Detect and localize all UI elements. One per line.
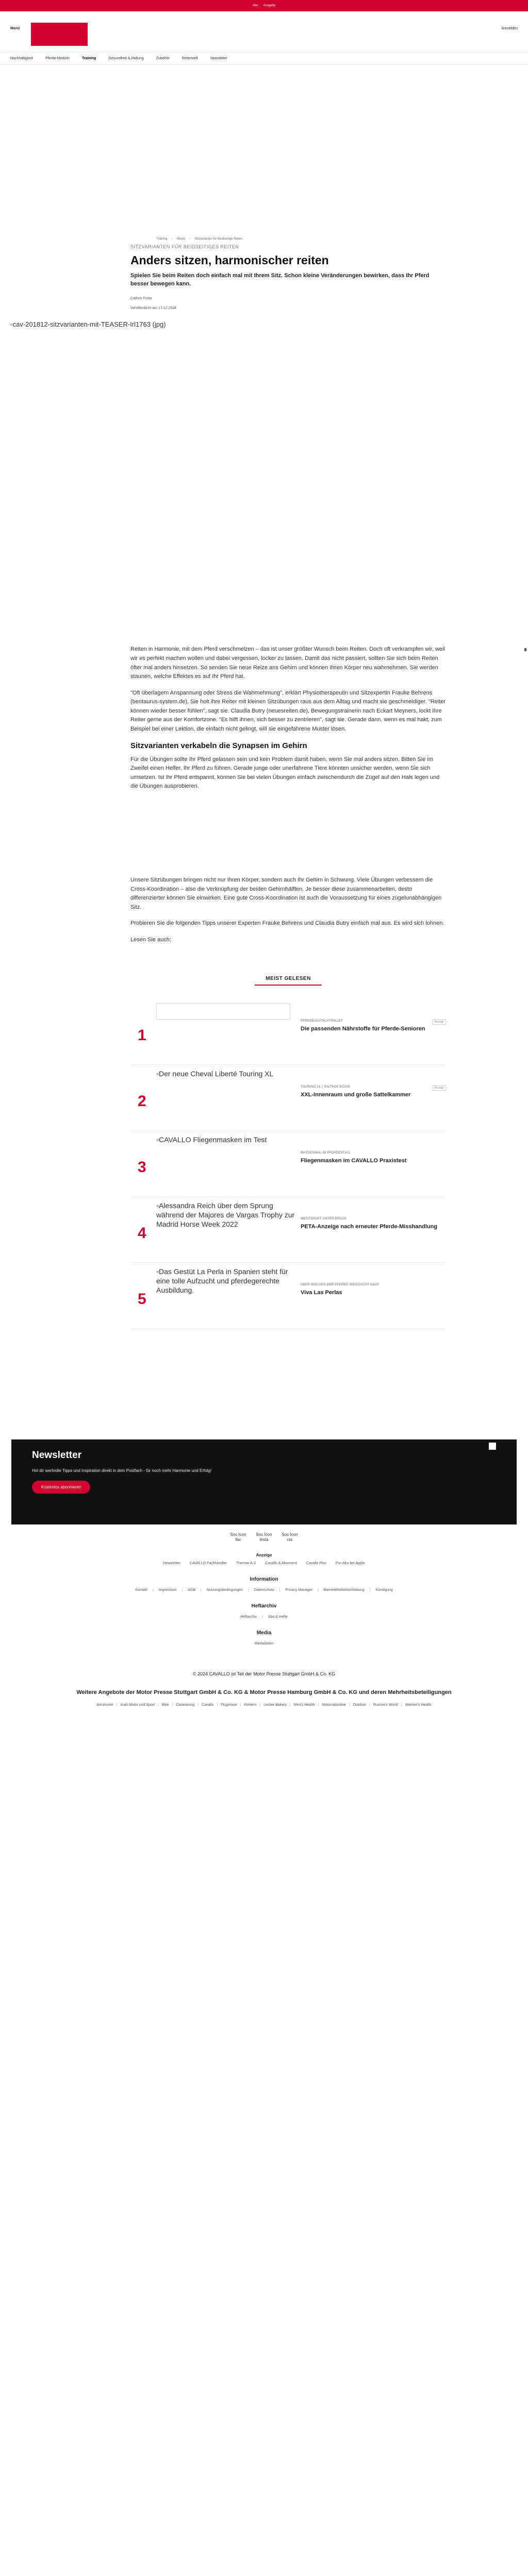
- brand-link[interactable]: Cavallo: [202, 1703, 214, 1707]
- article-date: Veröffentlicht am 17.12.2024: [130, 307, 176, 311]
- most-read-underline: [255, 985, 322, 986]
- footer-link[interactable]: Heftarchiv: [240, 1615, 257, 1619]
- footer-links: [0, 1642, 528, 1646]
- teaser-image[interactable]: [156, 1201, 295, 1252]
- close-icon[interactable]: [489, 1443, 496, 1450]
- article-header: [130, 235, 446, 310]
- facebook-icon[interactable]: Soc Icon fac: [230, 1532, 246, 1542]
- list-item[interactable]: [130, 1197, 446, 1263]
- article-paragraph: Unsere Sitzübungen bringen nicht nur Ihren Körper, sondern auch Ihr Gehirn in Schwung. Viele Übungen verbessern die Cross-Koordination – also die Verknüpfung der beiden Gehirnhälften. Je besser diese zusammenarbeiten, desto differenzierter können Sie einwirken. Eine gute Cross-Koordination ist auch die Voraussetzung für eines zügelunabhängigen Sitz.: [130, 877, 442, 910]
- brand-link[interactable]: Men's Health: [293, 1703, 315, 1707]
- read-also-label: Lesen Sie auch:: [130, 937, 171, 943]
- footer-links: [0, 1615, 528, 1619]
- separator: |: [217, 1703, 218, 1707]
- teaser-kicker: ÜBER WOCHEN DER PFERDE WEIDZUCHT-KAUF: [301, 1283, 380, 1286]
- menu-button[interactable]: Menü: [10, 27, 20, 30]
- brand-link[interactable]: Motorradonline: [322, 1703, 346, 1707]
- brand-link[interactable]: Klettern: [244, 1703, 257, 1707]
- separator: |: [152, 1588, 154, 1592]
- teaser-title[interactable]: XXL-Innenraum und große Sattelkammer: [301, 1091, 411, 1098]
- brand-link[interactable]: Runner's World: [373, 1703, 398, 1707]
- separator: |: [201, 1588, 202, 1592]
- separator: |: [279, 1588, 280, 1592]
- article-lead: Spielen Sie beim Reiten doch einfach mal mit Ihrem Sitz. Schon kleine Veränderungen bewirken, dass Ihr Pferd besser bewegen kann.: [130, 273, 430, 287]
- topbar-link-abo[interactable]: Abo: [252, 4, 258, 7]
- nav-item-reiterwelt[interactable]: Reiterwelt: [182, 57, 198, 60]
- article-subheading: Sitzvarianten verkabeln die Synapsen im Gehirn: [130, 741, 307, 750]
- separator: |: [172, 1703, 173, 1707]
- most-read-heading: [130, 976, 446, 986]
- list-item[interactable]: [130, 1065, 446, 1131]
- newsletter-subscribe-button[interactable]: Kostenlos abonnieren: [32, 1481, 90, 1494]
- footer-heading: Media: [256, 1630, 272, 1636]
- article-paragraph: "Oft überlagern Anspannung oder Stress die Wahrnehmung", erklärt Physiotherapeutin und Sitzexpertin Frauke Behrens (bentaurus-system.de). Sie holt ihre Reiter mit kleinen Sitzübungen raus aus dem Alltag und macht sie geschmeidiger. "Reiter können wieder besser fühlen", sagt sie. Claudia Butry (neuesreiten.de), Bewegungstrainerin nach Eckart Meyners, lockt ihre Reiter gerne aus der Komfortzone. "Es hilft ihnen, sich besser zu zentrieren", sagt sie. Gerade dann, wenn es mal hakt, zum Beispiel bei einer Lektion, die einfach nicht gelingt, will sie eingefahrene Muster lösen.: [130, 689, 446, 733]
- article-body: [130, 645, 446, 1328]
- separator: |: [240, 1703, 241, 1707]
- teaser-info: [301, 1217, 450, 1230]
- teaser-info: [301, 1086, 450, 1098]
- further-offers-links: [0, 1702, 528, 1708]
- list-item[interactable]: [130, 1131, 446, 1197]
- separator: |: [401, 1703, 402, 1707]
- ad-space: [0, 65, 528, 235]
- newsletter-text: Hol dir wertvolle Tipps und Inspiration direkt in dein Postfach - für noch mehr Harmonie und Erfolg!: [32, 1468, 212, 1473]
- rank-number: 1: [138, 1026, 146, 1044]
- footer-link[interactable]: Cavallo Plus: [306, 1561, 326, 1565]
- site-logo[interactable]: [31, 23, 88, 46]
- nav-item-newsletter[interactable]: Newsletter: [210, 57, 228, 60]
- footer-media: [0, 1630, 528, 1646]
- footer-heading: Heftarchiv: [251, 1603, 277, 1609]
- ad-badge: Anzeige: [433, 1086, 446, 1091]
- footer-link[interactable]: Datenschutz: [254, 1588, 274, 1592]
- list-item[interactable]: [130, 999, 446, 1065]
- hero-image: [10, 320, 521, 645]
- broken-image-icon: ▫: [156, 1267, 159, 1276]
- separator: |: [259, 1703, 261, 1707]
- nav-item-training[interactable]: Training: [82, 57, 96, 60]
- footer-link[interactable]: Privacy Manager: [285, 1588, 313, 1592]
- teaser-kicker: TOURING XL | SALTACK ROOM: [301, 1085, 350, 1089]
- footer-link[interactable]: Kündigung: [375, 1588, 393, 1592]
- brand-link[interactable]: Women's Health: [405, 1703, 432, 1707]
- brand-link[interactable]: Auto Motor und Sport: [120, 1703, 155, 1707]
- teaser-image[interactable]: [156, 1267, 295, 1318]
- broken-image-icon: ▫: [156, 1201, 159, 1210]
- teaser-image[interactable]: [156, 1069, 295, 1121]
- separator: |: [197, 1703, 199, 1707]
- breadcrumb-separator: ›: [171, 238, 173, 241]
- footer-link[interactable]: Impressum: [158, 1588, 177, 1592]
- footer-links: [0, 1588, 528, 1592]
- most-read-heading-text: MEIST GELESEN: [266, 975, 311, 981]
- footer-link[interactable]: CAVALLO Fachhändler: [189, 1561, 227, 1565]
- footer-link[interactable]: Nutzungsbedingungen: [206, 1588, 243, 1592]
- login-link[interactable]: Anmelden: [501, 27, 518, 30]
- separator: |: [318, 1588, 319, 1592]
- topbar-link-ausgabe[interactable]: Ausgabe: [263, 4, 276, 7]
- separator: |: [289, 1703, 291, 1707]
- further-offers-heading: Weitere Angebote der Motor Presse Stuttgart GmbH & Co. KG & Motor Presse Hamburg GmbH & Co. KG und deren Mehrheitsbeteiligungen: [76, 1689, 452, 1696]
- article-kicker: SITZVARIANTEN FÜR BEIDSEITIGES REITEN: [130, 244, 239, 249]
- separator: |: [349, 1703, 350, 1707]
- brand-link[interactable]: Outdoor: [353, 1703, 366, 1707]
- teaser-info: [301, 1151, 450, 1164]
- breadcrumb: [130, 235, 446, 243]
- copyright: © 2024 CAVALLO ist Teil der Motor Presse Stuttgart GmbH & Co. KG: [192, 1671, 336, 1676]
- footer-link[interactable]: Themen A-Z: [236, 1561, 256, 1565]
- article-paragraph: Reiten in Harmonie, mit dem Pferd verschmelzen – das ist unser größter Wunsch beim Reiten. Doch oft verkrampfen wir, weil wir es perfekt machen wollen und dabei vergessen, locker zu lassen. Damit das nicht passiert, sollten Sie sich beim Reiten öfter mal anders hinsetzen. So senden Sie neue Reize ans Gehirn und können Ihren Körper neu wahrnehmen. Sie werden staunen, welche Effektes es auf Ihr Pferd hat.: [130, 646, 445, 680]
- teaser-title[interactable]: Die passenden Nährstoffe für Pferde-Senioren: [301, 1025, 425, 1032]
- separator: |: [261, 1615, 263, 1619]
- teaser-image-alt: Das Gestüt La Perla in Spanien steht für eine tolle Aufzucht und pferdegerechte Ausbildung.: [156, 1267, 288, 1294]
- article-author[interactable]: Cathrin Finke: [130, 297, 152, 301]
- breadcrumb-separator: ›: [189, 238, 191, 241]
- broken-image-icon: ▫: [156, 1135, 159, 1144]
- footer-heftarchiv: [0, 1603, 528, 1619]
- scroll-indicator[interactable]: [524, 648, 526, 651]
- rank-number: 3: [138, 1158, 146, 1176]
- separator: |: [369, 1588, 371, 1592]
- most-read-list: [130, 999, 446, 1329]
- article-title: Anders sitzen, harmonischer reiten: [130, 253, 329, 267]
- nav-item-nachhaltigkeit[interactable]: Nachhaltigkeit: [10, 57, 33, 60]
- teaser-title[interactable]: Viva Las Perlas: [301, 1289, 342, 1296]
- teaser-kicker: MASSENMAL IM PFERDESTALL: [301, 1151, 351, 1155]
- inline-ad-space: [130, 799, 446, 876]
- teaser-info: [301, 1283, 450, 1296]
- social-caption: Anzeige: [256, 1552, 272, 1557]
- footer-link[interactable]: AGB: [188, 1588, 196, 1592]
- breadcrumb-item[interactable]: Sitzen: [176, 238, 186, 241]
- newsletter-box: [11, 1439, 517, 1524]
- separator: |: [182, 1588, 183, 1592]
- footer-heading: Information: [250, 1576, 278, 1582]
- teaser-title[interactable]: Fliegenmasken im CAVALLO Praxistest: [301, 1157, 407, 1164]
- site-header: [0, 11, 528, 53]
- separator: |: [318, 1703, 319, 1707]
- separator: |: [369, 1703, 370, 1707]
- list-item[interactable]: [130, 1263, 446, 1329]
- footer-link[interactable]: Cavallo & Abonnent: [265, 1561, 297, 1565]
- social-links: [0, 1532, 528, 1552]
- brand-link[interactable]: Lecker Bakery: [263, 1703, 287, 1707]
- article-paragraph: Für die Übungen sollte Ihr Pferd gelassen sein und kein Problem damit haben, wenn Sie mal anders sitzen. Bitten Sie im Zweifel einen Helfer, Ihr Pferd zu führen. Gerade junge oder unerfahrene Tiere könnten unsicher werden, wenn Sie sich umsetzen. Ist Ihr Pferd entspannt, können Sie bei vielen Übungen einfach zwischendurch die Zügel auf den Hals legen und die Übungen ausprobieren.: [130, 756, 440, 790]
- teaser-image[interactable]: [156, 1003, 290, 1020]
- rank-number: 2: [138, 1092, 146, 1110]
- teaser-kicker: PFERDE-GUTACHTERLIST: [301, 1019, 343, 1023]
- footer-link[interactable]: Kontakt: [135, 1588, 147, 1592]
- teaser-image[interactable]: [156, 1135, 295, 1187]
- article-paragraph: Probieren Sie die folgenden Tipps unserer Experten Frauke Behrens und Claudia Butry einfach mal aus. Es wird sich lohnen.: [130, 920, 444, 927]
- footer-link[interactable]: Pur-Abo bei Apple: [335, 1561, 365, 1565]
- teaser-info: [301, 1020, 450, 1032]
- teaser-image-alt: CAVALLO Fliegenmasken im Test: [158, 1135, 267, 1144]
- instagram-icon[interactable]: Soc Icon Insta: [256, 1532, 272, 1542]
- separator: |: [158, 1703, 159, 1707]
- footer-link[interactable]: Barrierefreiheitserklärung: [323, 1588, 365, 1592]
- footer-quick-links: [0, 1562, 528, 1565]
- footer-link[interactable]: Abo & Hefte: [268, 1615, 288, 1619]
- hero-image-alt: cav-201812-sitzvarianten-mit-TEASER-Irl1763 (jpg): [12, 320, 166, 329]
- breadcrumb-current: Sitzvarianten für Beidseitige Reiten: [194, 238, 243, 241]
- most-read-section: [130, 976, 446, 1329]
- main-nav: [0, 53, 528, 65]
- broken-image-icon: ▫: [156, 1069, 159, 1078]
- brand-link[interactable]: Flugrevue: [221, 1703, 237, 1707]
- teaser-kicker: WESTSPORT UNTER DRUCK: [301, 1217, 347, 1221]
- newsletter-title: Newsletter: [32, 1449, 82, 1461]
- broken-image-icon: ▫: [10, 320, 13, 329]
- rss-icon[interactable]: Soc Icon rss: [282, 1532, 298, 1542]
- rank-number: 4: [138, 1224, 146, 1242]
- nav-item-pferde-medizin[interactable]: Pferde-Medizin: [45, 57, 70, 60]
- ad-badge: Anzeige: [433, 1020, 446, 1025]
- nav-item-gesundheit[interactable]: Gesundheit & Haltung: [108, 57, 144, 60]
- nav-item-zubehoer[interactable]: Zubehör: [156, 57, 170, 60]
- teaser-image-alt: Alessandra Reich über dem Sprung während der Majores de Vargas Trophy zur Madrid Horse Week 2022: [156, 1201, 295, 1228]
- separator: |: [116, 1703, 118, 1707]
- rank-number: 5: [138, 1290, 146, 1308]
- footer-link[interactable]: Newsletter: [163, 1561, 180, 1565]
- footer-information: [0, 1577, 528, 1592]
- brand-link[interactable]: Bike: [161, 1703, 169, 1707]
- teaser-title[interactable]: PETA-Anzeige nach erneuter Pferde-Misshandlung: [301, 1223, 438, 1230]
- brand-link[interactable]: Caravaning: [176, 1703, 195, 1707]
- teaser-image-alt: Der neue Cheval Liberté Touring XL: [158, 1069, 274, 1078]
- separator: |: [248, 1588, 249, 1592]
- footer-link[interactable]: Mediadaten: [254, 1641, 274, 1646]
- brand-link[interactable]: Aerokurier: [96, 1703, 113, 1707]
- top-bar: [0, 0, 528, 11]
- breadcrumb-item[interactable]: Training: [156, 238, 168, 241]
